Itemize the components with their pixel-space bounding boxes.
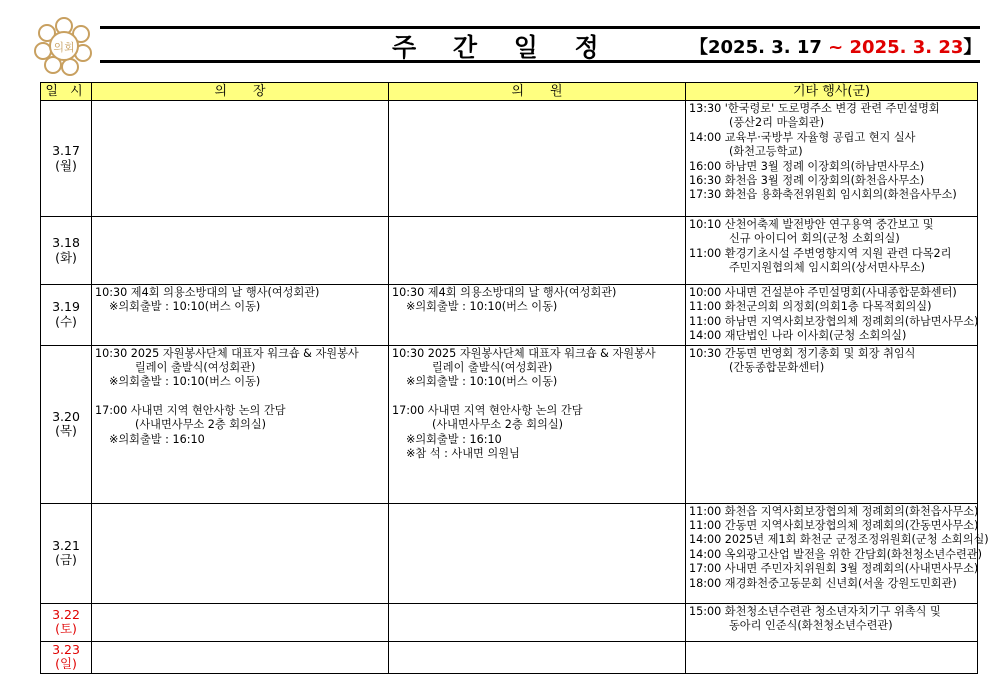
table-row	[41, 101, 978, 217]
date-cell	[41, 285, 92, 346]
event-line: ※의회출발 : 10:10(버스 이동)	[109, 300, 261, 314]
event-line: 16:30 화천읍 3월 정례 이장회의(화천읍사무소)	[689, 174, 925, 188]
event-line: 14:00 교육부·국방부 자율형 공립고 현지 실사	[689, 130, 916, 144]
event-line: ※의회출발 : 10:10(버스 이동)	[406, 375, 558, 389]
date-range	[690, 33, 981, 59]
event-location: 신규 아이디어 회의(군청 소회의실)	[729, 232, 900, 246]
date-text: 3.17	[52, 143, 80, 159]
event-line: 10:30 2025 자원봉사단체 대표자 워크숍 & 자원봉사	[95, 346, 359, 360]
event-location: 릴레이 출발식(여성회관)	[432, 361, 553, 375]
event-location: (풍산2리 마을회관)	[729, 116, 825, 130]
event-line: 17:00 사내면 주민자치위원회 3월 정례회의(사내면사무소)	[689, 562, 979, 576]
date-text: 3.18	[52, 235, 80, 251]
table-row	[41, 503, 978, 603]
date-text: 3.19	[52, 299, 80, 315]
table-row	[41, 641, 978, 673]
table-row	[41, 345, 978, 503]
table-row	[41, 603, 978, 641]
event-location: (사내면사무소 2층 회의실)	[432, 418, 564, 432]
members-cell	[389, 345, 686, 503]
event-location: (화천고등학교)	[729, 145, 803, 159]
date-cell	[41, 603, 92, 641]
event-line: 17:30 화천읍 용화축전위원회 임시회의(화천읍사무소)	[689, 188, 957, 202]
other-cell	[686, 603, 978, 641]
council-emblem-logo	[32, 14, 96, 78]
period-end: 2025. 3. 23	[849, 37, 964, 58]
col-header-chair: 의 장	[92, 83, 389, 101]
event-line: 14:00 재단법인 나라 이사회(군청 소회의실)	[689, 329, 907, 343]
date-cell	[41, 101, 92, 217]
other-cell	[686, 641, 978, 673]
event-line: ※의회출발 : 10:10(버스 이동)	[406, 300, 558, 314]
col-header-date: 일 시	[41, 83, 92, 101]
weekday-text: (금)	[55, 552, 77, 568]
event-line: ※참 석 : 사내면 의원님	[406, 447, 520, 461]
date-text: 3.21	[52, 537, 80, 553]
date-cell	[41, 217, 92, 285]
event-line: 14:00 2025년 제1회 화천군 군정조정위원회(군청 소회의실)	[689, 533, 989, 547]
table-row	[41, 217, 978, 285]
date-cell	[41, 641, 92, 673]
event-line: 10:30 제4회 의용소방대의 날 행사(여성회관)	[392, 286, 617, 299]
event-line: 11:00 하남면 지역사회보장협의체 정례회의(하남면사무소)	[689, 314, 979, 328]
page-title: 주 간 일 정	[392, 33, 613, 62]
spacer	[392, 390, 682, 404]
event-line: ※의회출발 : 10:10(버스 이동)	[109, 375, 261, 389]
chair-cell	[92, 217, 389, 285]
event-line: 16:00 하남면 3월 정례 이장회의(하남면사무소)	[689, 159, 925, 173]
chair-cell	[92, 603, 389, 641]
event-line: 11:00 간동면 지역사회보장협의체 정례회의(간동면사무소)	[689, 519, 979, 533]
event-line: 10:30 간동면 번영회 정기총회 및 회장 취임식	[689, 346, 916, 360]
event-location: (간동종합문화센터)	[729, 361, 825, 375]
chair-cell	[92, 101, 389, 217]
period-start: 【2025. 3. 17	[690, 37, 822, 58]
event-line: 11:00 환경기초시설 주변영향지역 지원 관련 다목2리	[689, 246, 952, 260]
other-cell	[686, 217, 978, 285]
weekly-schedule-table	[40, 82, 989, 674]
col-header-other: 기타 행사(군)	[686, 83, 978, 101]
event-line: 10:30 2025 자원봉사단체 대표자 워크숍 & 자원봉사	[392, 346, 656, 360]
event-line: 13:30 '한국령로' 도로명주소 변경 관련 주민설명회	[689, 102, 940, 115]
period-close: 】	[963, 37, 982, 58]
chair-cell	[92, 345, 389, 503]
table-row	[41, 285, 978, 346]
other-cell	[686, 503, 989, 603]
event-line: 11:00 화천읍 지역사회보장협의체 정례회의(화천읍사무소)	[689, 504, 979, 518]
event-line: 11:00 화천군의회 의정회(의회1층 다목적회의실)	[689, 300, 932, 314]
event-line: 14:00 옥외광고산업 발전을 위한 간담회(화천청소년수련관)	[689, 547, 982, 561]
date-text: 3.22	[52, 606, 80, 622]
event-line: 18:00 재경화천중고동문회 신년회(서울 강원도민회관)	[689, 576, 957, 590]
weekday-text: (월)	[55, 157, 77, 173]
event-line: 17:00 사내면 지역 현안사항 논의 간담	[95, 403, 286, 417]
date-cell	[41, 503, 92, 603]
event-location: (사내면사무소 2층 회의실)	[135, 418, 267, 432]
event-line: 10:10 산천어축제 발전방안 연구용역 중간보고 및	[689, 218, 934, 231]
event-line: 15:00 화천청소년수련관 청소년자치기구 위촉식 및	[689, 604, 941, 618]
other-cell	[686, 285, 978, 346]
chair-cell	[92, 285, 389, 346]
event-line: 10:30 제4회 의용소방대의 날 행사(여성회관)	[95, 286, 320, 299]
event-line: 17:00 사내면 지역 현안사항 논의 간담	[392, 403, 583, 417]
event-line: 10:00 사내면 건설분야 주민설명회(사내종합문화센터)	[689, 286, 957, 299]
event-location: 릴레이 출발식(여성회관)	[135, 361, 256, 375]
other-cell	[686, 345, 978, 503]
members-cell	[389, 503, 686, 603]
date-text: 3.23	[52, 641, 80, 657]
table-header-row	[41, 83, 978, 101]
event-line: ※의회출발 : 16:10	[406, 432, 502, 446]
logo-text: 의회	[53, 41, 75, 54]
date-cell	[41, 345, 92, 503]
period-separator: ~	[821, 37, 850, 58]
weekday-text: (목)	[55, 423, 77, 439]
weekday-text: (화)	[55, 249, 77, 265]
chair-cell	[92, 641, 389, 673]
members-cell	[389, 285, 686, 346]
event-location: 주민지원협의체 임시회의(상서면사무소)	[729, 261, 926, 275]
weekday-text: (일)	[55, 656, 77, 672]
header-rule-bottom	[100, 60, 980, 63]
other-cell	[686, 101, 978, 217]
chair-cell	[92, 503, 389, 603]
event-line: ※의회출발 : 16:10	[109, 432, 205, 446]
date-text: 3.20	[52, 408, 80, 424]
weekday-text: (토)	[55, 621, 77, 637]
members-cell	[389, 101, 686, 217]
members-cell	[389, 217, 686, 285]
col-header-members: 의 원	[389, 83, 686, 101]
spacer	[95, 390, 385, 404]
members-cell	[389, 603, 686, 641]
event-location: 동아리 인준식(화천청소년수련관)	[729, 619, 893, 633]
weekday-text: (수)	[55, 313, 77, 329]
members-cell	[389, 641, 686, 673]
